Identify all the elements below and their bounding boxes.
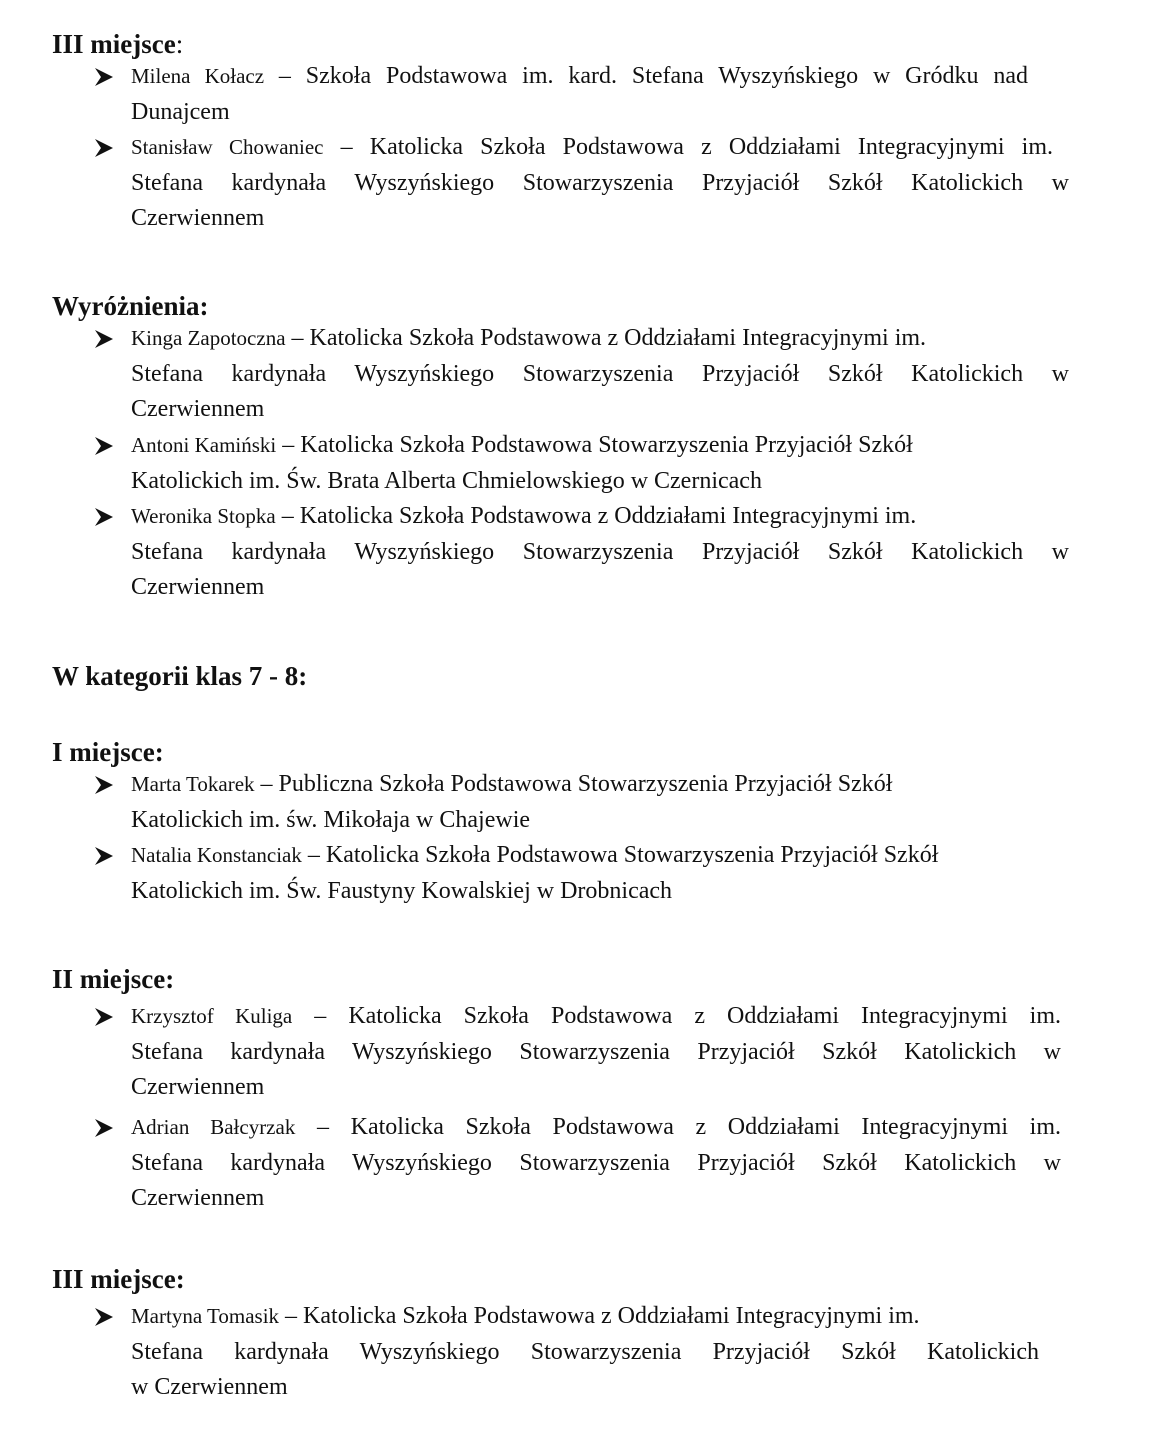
entry-line: w Czerwiennem [131, 1374, 288, 1400]
list-item [91, 321, 1071, 428]
list-item [91, 59, 1071, 130]
entry-line: Natalia Konstanciak – Katolicka Szkoła Podstawowa Stowarzyszenia Przyjaciół Szkół [131, 842, 939, 868]
arrowhead-bullet-icon [91, 838, 119, 874]
entry-line: Stefana kardynała Wyszyńskiego Stowarzyszenia Przyjaciół Szkół Katolickich w [131, 1149, 1061, 1176]
list-item [91, 499, 1071, 606]
list-item [91, 428, 1071, 499]
entry-line: Katolickich im. św. Mikołaja w Chajewie [131, 806, 531, 833]
entry-line: Katolickich im. Św. Faustyny Kowalskiej w Drobnicach [131, 877, 673, 904]
section-heading-colon: : [175, 29, 184, 59]
section-heading-text: III miejsce [52, 29, 176, 59]
entry-line: Dunajcem [131, 98, 230, 125]
list-item [91, 838, 1071, 909]
arrowhead-bullet-icon [91, 499, 119, 535]
arrowhead-bullet-icon [91, 767, 119, 803]
section-heading: I miejsce: [52, 737, 164, 767]
entry-line: Czerwiennem [131, 1074, 265, 1100]
entry-line: Martyna Tomasik – Katolicka Szkoła Podstawowa z Oddziałami Integracyjnymi im. [131, 1303, 920, 1329]
list-item [91, 767, 1071, 838]
entry-line: Kinga Zapotoczna – Katolicka Szkoła Podstawowa z Oddziałami Integracyjnymi im. [131, 325, 927, 351]
entry-line: Stefana kardynała Wyszyńskiego Stowarzyszenia Przyjaciół Szkół Katolickich w [131, 169, 1069, 196]
entry-line: Krzysztof Kuliga – Katolicka Szkoła Podstawowa z Oddziałami Integracyjnymi im. [131, 1003, 1061, 1029]
entry-line: Weronika Stopka – Katolicka Szkoła Podstawowa z Oddziałami Integracyjnymi im. [131, 503, 917, 529]
arrowhead-bullet-icon [91, 321, 119, 357]
entry-name: Stanisław Chowaniec [131, 135, 324, 159]
section-heading: III miejsce: [52, 1264, 185, 1294]
arrowhead-bullet-icon [91, 428, 119, 464]
arrowhead-bullet-icon [91, 59, 119, 95]
entry-name: Antoni Kamiński [131, 433, 277, 457]
arrowhead-bullet-icon [91, 130, 119, 166]
entry-line: Czerwiennem [131, 574, 265, 600]
arrowhead-bullet-icon [91, 999, 119, 1035]
entry-name: Natalia Konstanciak [131, 843, 302, 867]
entry-name: Milena Kołacz [131, 64, 265, 88]
entry-name: Kinga Zapotoczna [131, 326, 286, 350]
entry-line: Stefana kardynała Wyszyńskiego Stowarzyszenia Przyjaciół Szkół Katolickich w [131, 360, 1069, 387]
entry-name: Weronika Stopka [131, 504, 276, 528]
entry-line: Stefana kardynała Wyszyńskiego Stowarzyszenia Przyjaciół Szkół Katolickich [131, 1338, 1039, 1365]
list-item [91, 999, 1071, 1106]
category-heading: W kategorii klas 7 - 8: [52, 661, 308, 691]
entry-name: Adrian Bałcyrzak [131, 1115, 296, 1139]
entry-name: Marta Tokarek [131, 772, 255, 796]
entry-line: Stefana kardynała Wyszyńskiego Stowarzyszenia Przyjaciół Szkół Katolickich w [131, 538, 1069, 565]
entry-line: Czerwiennem [131, 396, 265, 422]
entry-line: Milena Kołacz – Szkoła Podstawowa im. kard. Stefana Wyszyńskiego w Gródku nad [131, 63, 1028, 89]
list-item [91, 130, 1071, 237]
entry-line: Stefana kardynała Wyszyńskiego Stowarzyszenia Przyjaciół Szkół Katolickich w [131, 1038, 1061, 1065]
entry-line: Czerwiennem [131, 1185, 265, 1211]
entry-line: Adrian Bałcyrzak – Katolicka Szkoła Podstawowa z Oddziałami Integracyjnymi im. [131, 1114, 1061, 1140]
section-heading [52, 27, 183, 61]
list-item [91, 1299, 1071, 1406]
entry-line: Stanisław Chowaniec – Katolicka Szkoła Podstawowa z Oddziałami Integracyjnymi im. [131, 134, 1054, 160]
entry-line: Marta Tokarek – Publiczna Szkoła Podstawowa Stowarzyszenia Przyjaciół Szkół [131, 771, 893, 797]
entry-line: Czerwiennem [131, 205, 265, 231]
arrowhead-bullet-icon [91, 1299, 119, 1335]
section-heading: II miejsce: [52, 964, 175, 994]
entry-name: Krzysztof Kuliga [131, 1004, 293, 1028]
list-item [91, 1110, 1071, 1217]
section-heading: Wyróżnienia: [52, 291, 209, 321]
arrowhead-bullet-icon [91, 1110, 119, 1146]
entry-name: Martyna Tomasik [131, 1304, 280, 1328]
entry-line: Katolickich im. Św. Brata Alberta Chmielowskiego w Czernicach [131, 467, 762, 494]
entry-line: Antoni Kamiński – Katolicka Szkoła Podstawowa Stowarzyszenia Przyjaciół Szkół [131, 432, 913, 458]
